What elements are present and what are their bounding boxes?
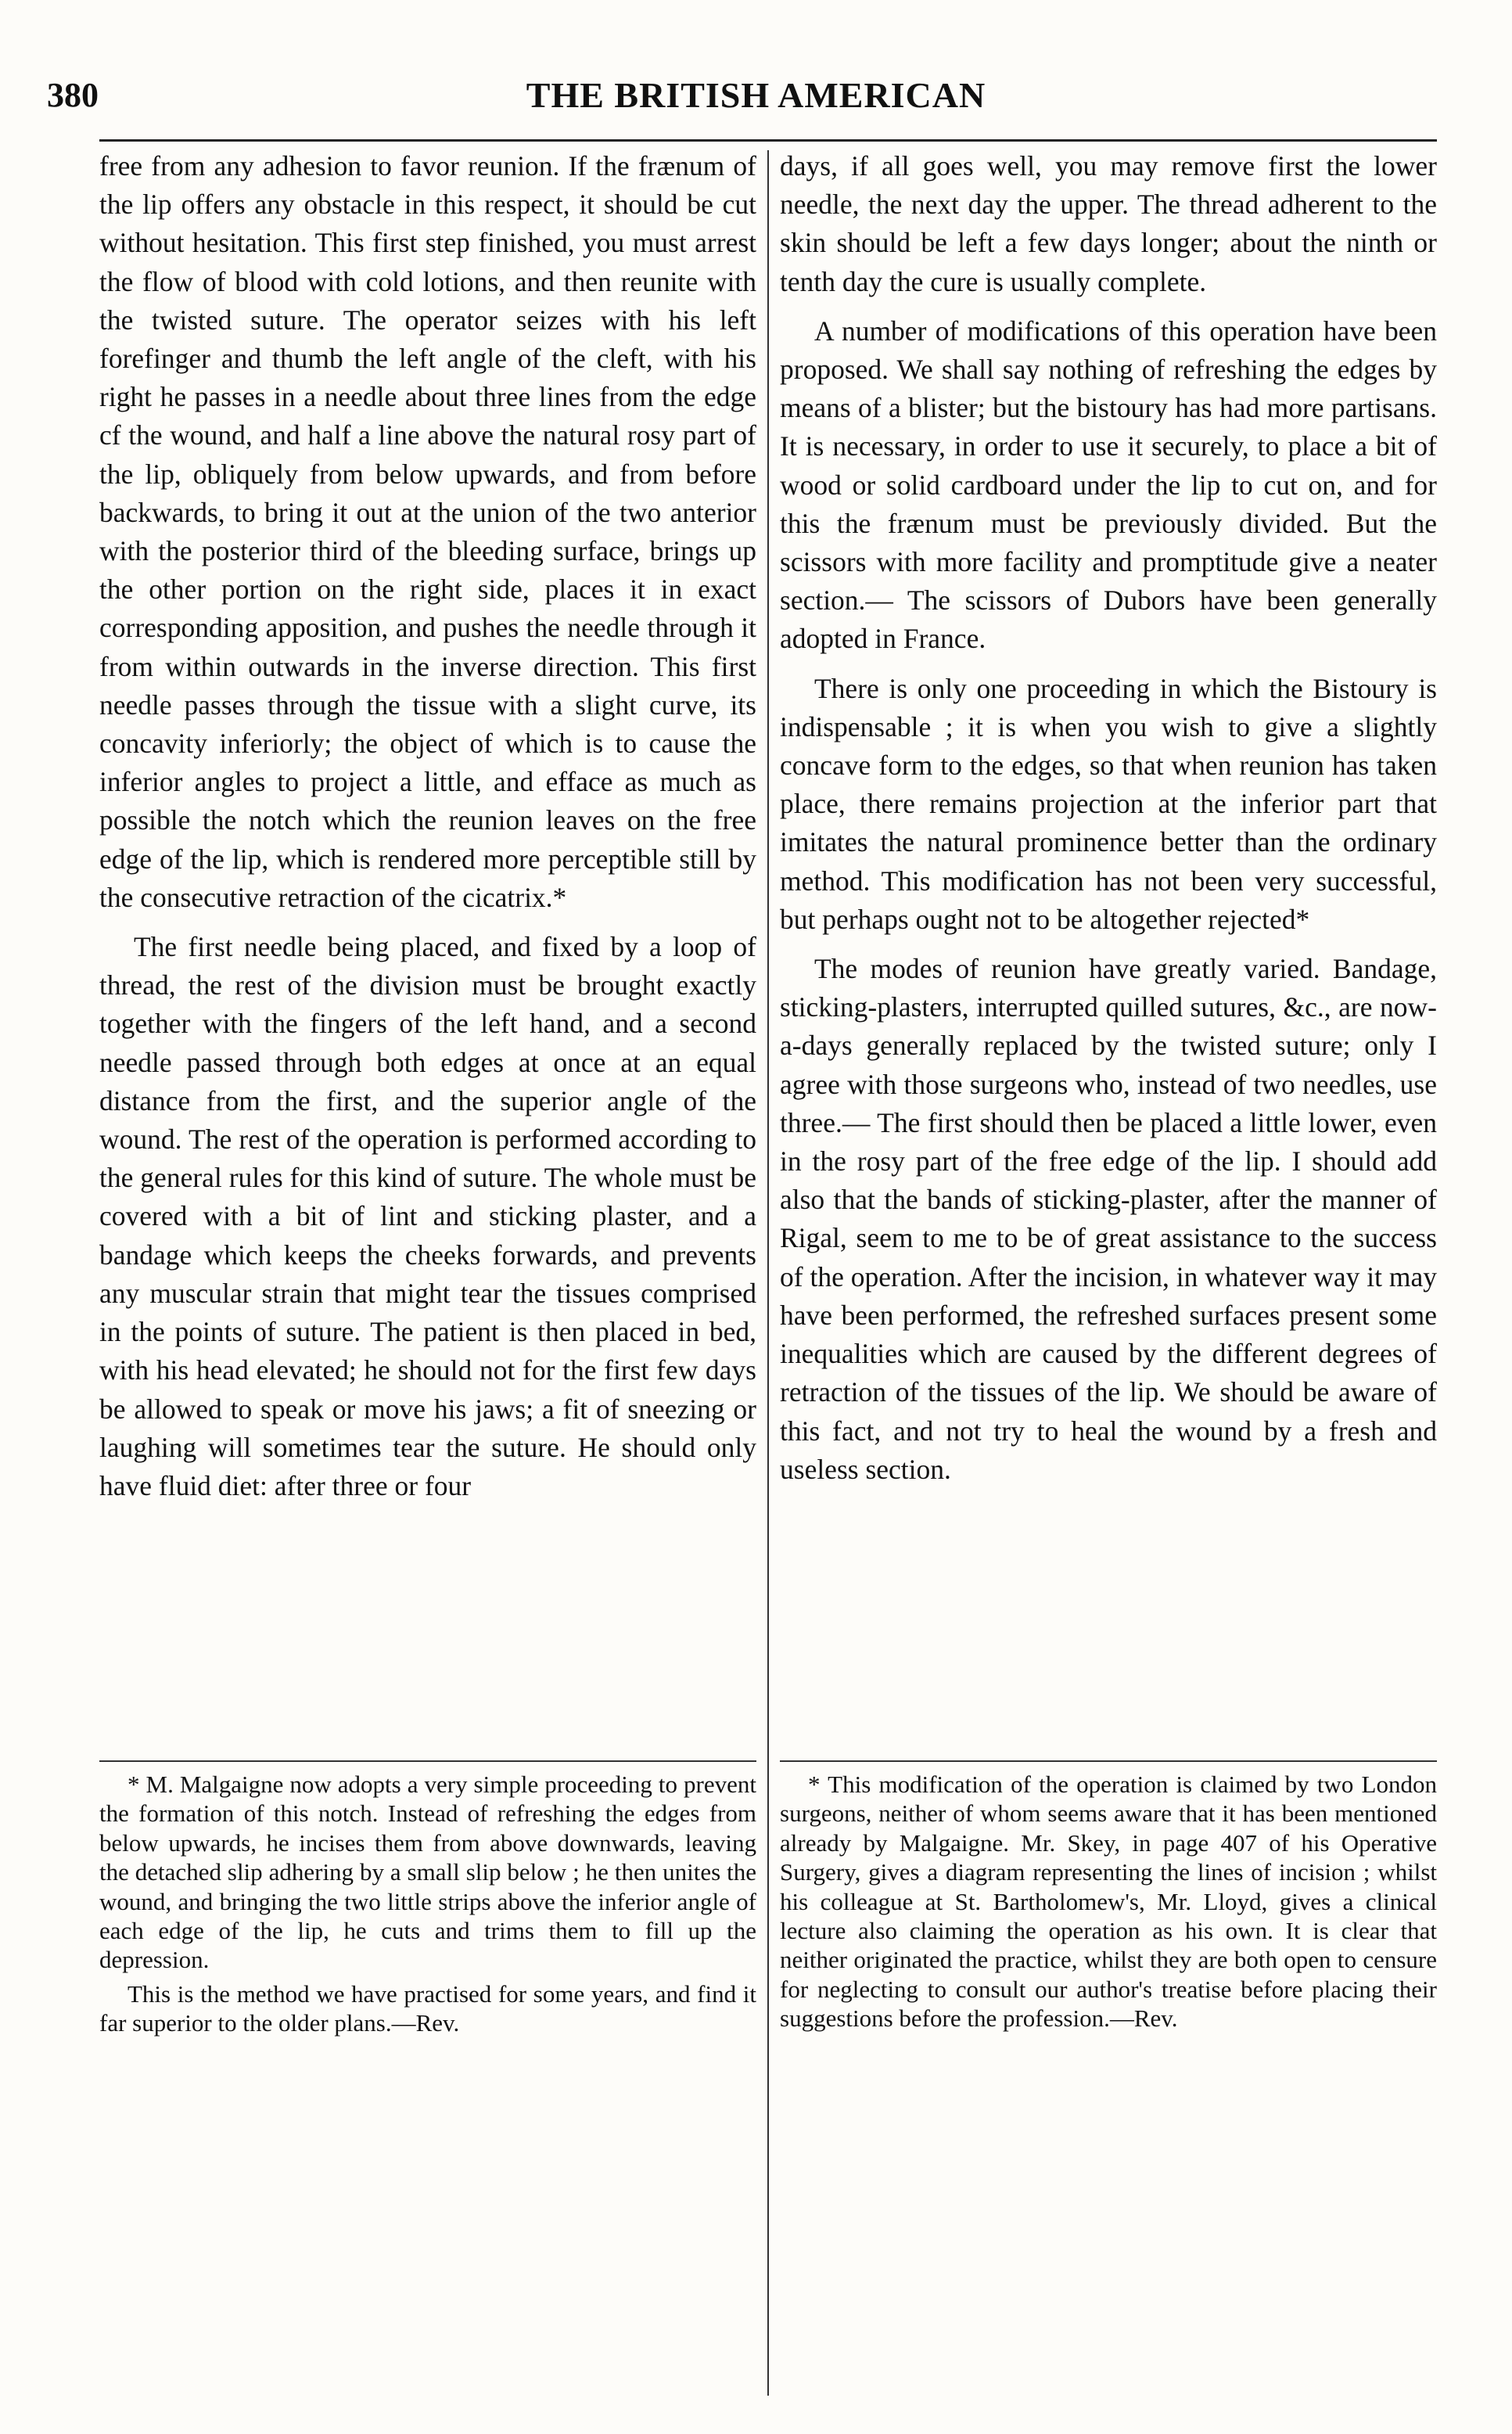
footnote-rule-right [780, 1760, 1437, 1762]
running-title: THE BRITISH AMERICAN [526, 75, 986, 115]
column-divider [767, 150, 769, 2396]
body-paragraph: A number of modifications of this operation have been proposed. We shall say nothing of refreshing the edges by means of a blister; but the bistoury has had more partisans. It is necessary, in order to use it securely, to place a bit of wood or solid cardboard under the lip to cut on, and for this the frænum must be previously divided. But the scissors with more facility and promptitude give a neater section.— The scissors of Dubors have been generally adopted in France. [780, 315, 1437, 655]
footnote-left [99, 1770, 756, 2038]
right-column [780, 147, 1437, 1489]
body-paragraph: There is only one proceeding in which the Bistoury is indispensable ; it is when you wish to give a slightly concave form to the edges, so that when reunion has taken place, there remains projection at the inferior part that imitates the natural prominence better than the ordinary method. This modification has not been very successful, but perhaps ought not to be altogether rejected* [780, 672, 1437, 935]
footnote-right [780, 1770, 1437, 2033]
footnote-paragraph: This is the method we have practised for some years, and find it far superior to the older plans.—Rev. [99, 1979, 756, 2037]
body-paragraph: days, if all goes well, you may remove first the lower needle, the next day the upper. The thread adherent to the skin should be left a few days longer; about the ninth or tenth day the cure is usually complete. [780, 150, 1437, 297]
body-paragraph: The modes of reunion have greatly varied. Bandage, sticking-plasters, interrupted quilled sutures, &c., are now-a-days generally replaced by the twisted suture; only I agree with those surgeons who, instead of two needles, use three.— The first should then be placed a little lower, even in the rosy part of the free edge of the lip. I should add also that the bands of sticking-plaster, after the manner of Rigal, seem to me to be of great assistance to the success of the operation. After the incision, in whatever way it may have been performed, the refreshed surfaces present some inequalities which are caused by the different degrees of retraction of the tissues of the lip. We should be aware of this fact, and not try to heal the wound by a fresh and useless section. [780, 953, 1437, 1485]
footnote-paragraph: * M. Malgaigne now adopts a very simple proceeding to prevent the formation of this notch. Instead of refreshing the edges from below upwards, he incises them from above downwards, leaving the detached slip adhering by a small slip below ; he then unites the wound, and bringing the two little strips above the inferior angle of each edge of the lip, he cuts and trims them to fill up the depression. [99, 1771, 756, 1974]
body-paragraph: The first needle being placed, and fixed by a loop of thread, the rest of the division must be brought exactly together with the fingers of the left hand, and a second needle passed through both edges at once at an equal distance from the first, and the superior angle of the wound. The rest of the operation is performed according to the general rules for this kind of suture. The whole must be covered with a bit of lint and sticking plaster, and a bandage which keeps the cheeks forwards, and prevents any muscular strain that might tear the tissues comprised in the points of suture. The patient is then placed in bed, with his head elevated; he should not for the first few days be allowed to speak or move his jaws; a fit of sneezing or laughing will sometimes tear the suture. He should only have fluid diet: after three or four [99, 931, 756, 1501]
left-column [99, 147, 756, 1505]
body-paragraph: free from any adhesion to favor reunion. If the frænum of the lip offers any obstacle in this respect, it should be cut without hesitation. This first step finished, you must arrest the flow of blood with cold lotions, and then reunite with the twisted suture. The operator seizes with his left forefinger and thumb the left angle of the cleft, with his right he passes in a needle about three lines from the edge cf the wound, and half a line above the natural rosy part of the lip, obliquely from below upwards, and from before backwards, to bring it out at the union of the two anterior with the posterior third of the bleeding surface, brings up the other portion on the right side, places it in exact corresponding apposition, and pushes the needle through it from within outwards in the inverse direction. This first needle passes through the tissue with a slight curve, its concavity inferiorly; the object of which is to cause the inferior angles to project a little, and efface as much as possible the notch which the reunion leaves on the free edge of the lip, which is rendered more perceptible still by the consecutive retraction of the cicatrix.* [99, 150, 756, 913]
page-number: 380 [47, 76, 99, 114]
header-rule [99, 139, 1437, 142]
page-header [0, 72, 1512, 127]
footnote-paragraph: * This modification of the operation is claimed by two London surgeons, neither of whom seems aware that it has been mentioned already by Malgaigne. Mr. Skey, in page 407 of his Operative Surgery, gives a diagram representing the lines of incision ; whilst his colleague at St. Bartholomew's, Mr. Lloyd, gives a clinical lecture also claiming the operation as his own. It is clear that neither originated the practice, whilst they are both open to censure for neglecting to consult our author's treatise before placing their suggestions before the profession.—Rev. [780, 1771, 1437, 2033]
footnote-rule-left [99, 1760, 756, 1762]
